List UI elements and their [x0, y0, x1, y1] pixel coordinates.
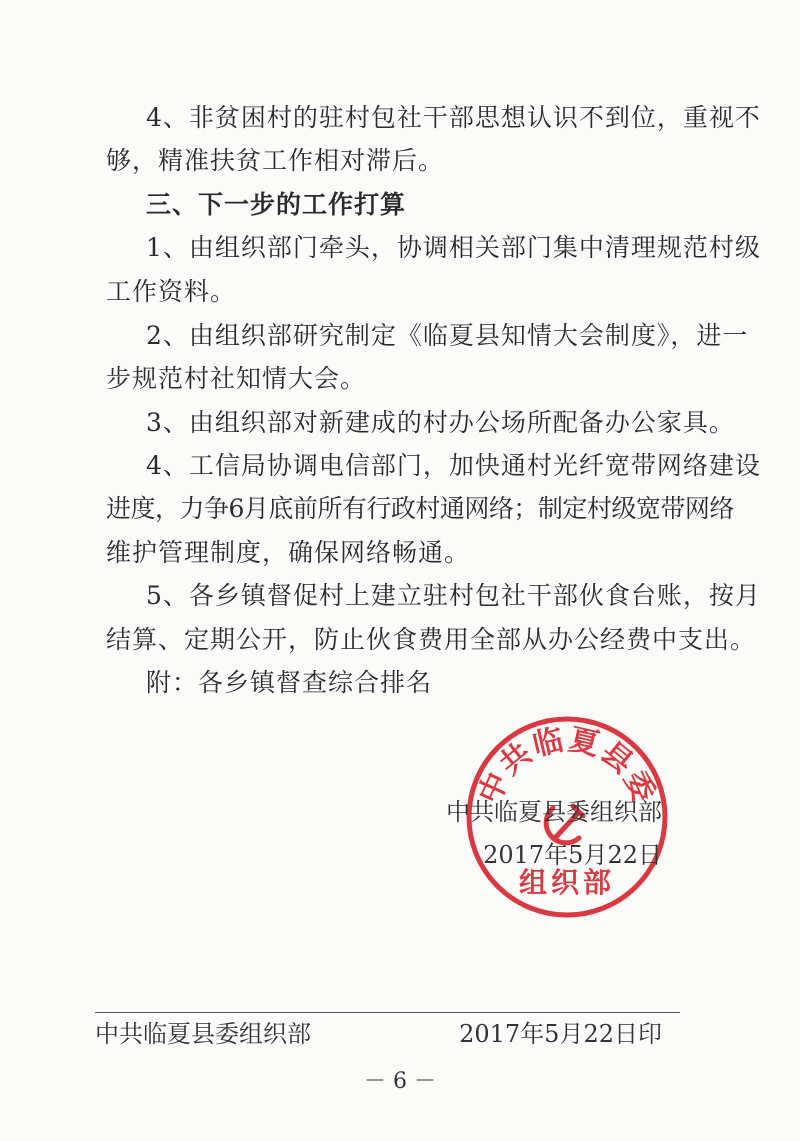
paragraph-line: 4、工信局协调电信部门，加快通村光纤宽带网络建设: [146, 451, 761, 480]
paragraph-line: 1、由组织部门牵头，协调相关部门集中清理规范村级: [146, 233, 761, 262]
paragraph-line: 维护管理制度，确保网络畅通。: [106, 538, 471, 567]
paragraph-line: 工作资料。: [106, 277, 237, 306]
paragraph-line: 步规范村社知情大会。: [106, 364, 367, 393]
attachment-note: 附：各乡镇督查综合排名: [146, 668, 433, 697]
signature-org: 中共临夏县委组织部: [446, 798, 662, 826]
footer-divider: [95, 1012, 680, 1013]
section-heading: 三、下一步的工作打算: [146, 190, 407, 219]
paragraph-line: 4、非贫困村的驻村包社干部思想认识不到位，重视不: [146, 103, 761, 132]
paragraph-line: 进度，力争6月底前所有行政村通网络；制定村级宽带网络: [106, 494, 734, 523]
footer-print-date: 2017年5月22日印: [459, 1020, 662, 1048]
svg-text:组织部: 组织部: [518, 866, 616, 899]
signature-date: 2017年5月22日: [483, 841, 662, 869]
paragraph-line: 够，精准扶贫工作相对滞后。: [106, 146, 445, 175]
page-number: － 6 －: [364, 1069, 436, 1094]
paragraph-line: 2、由组织部研究制定《临夏县知情大会制度》，进一: [146, 321, 749, 350]
paragraph-line: 3、由组织部对新建成的村办公场所配备办公家具。: [146, 408, 735, 437]
paragraph-line: 5、各乡镇督促村上建立驻村包社干部伙食台账，按月: [146, 581, 761, 610]
footer-issuer: 中共临夏县委组织部: [95, 1020, 311, 1048]
paragraph-line: 结算、定期公开，防止伙食费用全部从办公经费中支出。: [106, 625, 757, 654]
svg-text:中共临夏县委: 中共临夏县委: [472, 722, 662, 810]
